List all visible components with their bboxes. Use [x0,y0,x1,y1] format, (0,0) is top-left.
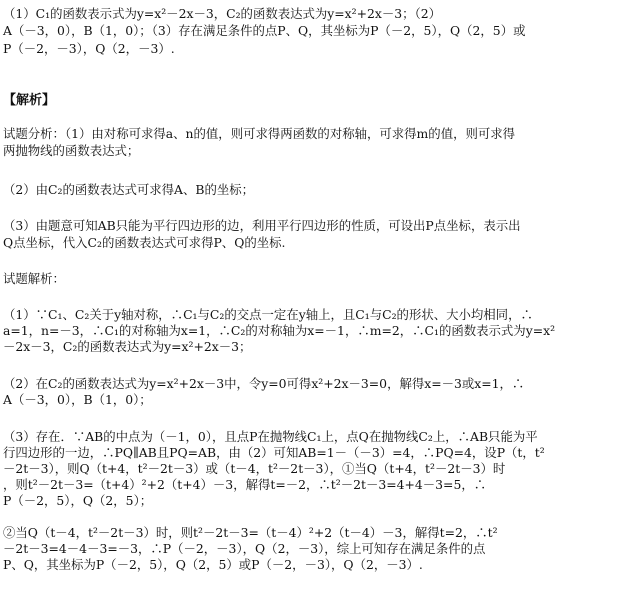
answer-line-3: P（－2，－3），Q（2，－3）. [3,41,175,56]
solution-part-4-line-3: P、Q，其坐标为P（－2，5），Q（2，5）或P（－2，－3），Q（2，－3）. [3,557,423,572]
solution-part-3-line-3: －2t－3），则Q（t+4，t²－2t－3）或（t－4，t²－2t－3），①当Q（t+4，t²－2t－3）时 [3,461,506,476]
answer-line-1: （1）C₁的函数表示式为y=x²－2x－3，C₂的函数表达式为y=x²+2x－3；（2） [3,6,442,21]
solution-part-3-line-5: P（－2，5），Q（2，5）； [3,493,153,508]
solution-part-3-line-1: （3）存在．∵AB的中点为（－1，0），且点P在抛物线C₁上，点Q在抛物线C₂上，∴AB只能为平 [3,429,538,444]
solution-part-3-line-4: ，则t²－2t－3=（t+4）²+2（t+4）－3，解得t=－2，∴t²－2t－3=4+4－3=5，∴ [3,477,487,492]
solution-heading: 试题解析： [3,271,65,286]
analysis-part-2: （2）由C₂的函数表达式可求得A、B的坐标； [3,182,255,197]
analysis-part-3-line-2: Q点坐标，代入C₂的函数表达式可求得P、Q的坐标. [3,235,286,250]
analysis-heading: 【解析】 [3,93,56,108]
solution-part-3-line-2: 行四边形的一边，∴PQ∥AB且PQ=AB，由（2）可知AB=1－（－3）=4，∴PQ=4，设P（t，t² [3,445,545,460]
solution-part-2-line-2: A（－3，0），B（1，0）； [3,392,152,407]
analysis-intro-line-2: 两抛物线的函数表达式； [3,143,140,158]
solution-part-4-line-2: －2t－3=4－4－3=－3，∴P（－2，－3），Q（2，－3），综上可知存在满足条件的点 [3,541,486,556]
solution-part-1-line-1: （1）∵C₁、C₂关于y轴对称，∴C₁与C₂的交点一定在y轴上，且C₁与C₂的形状、大小均相同，∴ [3,307,533,322]
answer-line-2: A（－3，0），B（1，0）；（3）存在满足条件的点P、Q，其坐标为P（－2，5），Q（2，5）或 [3,23,526,38]
solution-part-2-line-1: （2）在C₂的函数表达式为y=x²+2x－3中，令y=0可得x²+2x－3=0，解得x=－3或x=1，∴ [3,376,525,391]
solution-part-1-line-2: a=1，n=－3，∴C₁的对称轴为x=1，∴C₂的对称轴为x=－1，∴m=2，∴C₁的函数表示式为y=x² [3,323,556,338]
analysis-part-3-line-1: （3）由题意可知AB只能为平行四边形的边，利用平行四边形的性质，可设出P点坐标，表示出 [3,218,521,233]
solution-part-4-line-1: ②当Q（t－4，t²－2t－3）时，则t²－2t－3=（t－4）²+2（t－4）－3，解得t=2，∴t² [3,525,498,540]
solution-part-1-line-3: －2x－3，C₂的函数表达式为y=x²+2x－3； [3,339,252,354]
analysis-intro-line-1: 试题分析：（1）由对称可求得a、n的值，则可求得两函数的对称轴，可求得m的值，则可求得 [3,126,516,141]
